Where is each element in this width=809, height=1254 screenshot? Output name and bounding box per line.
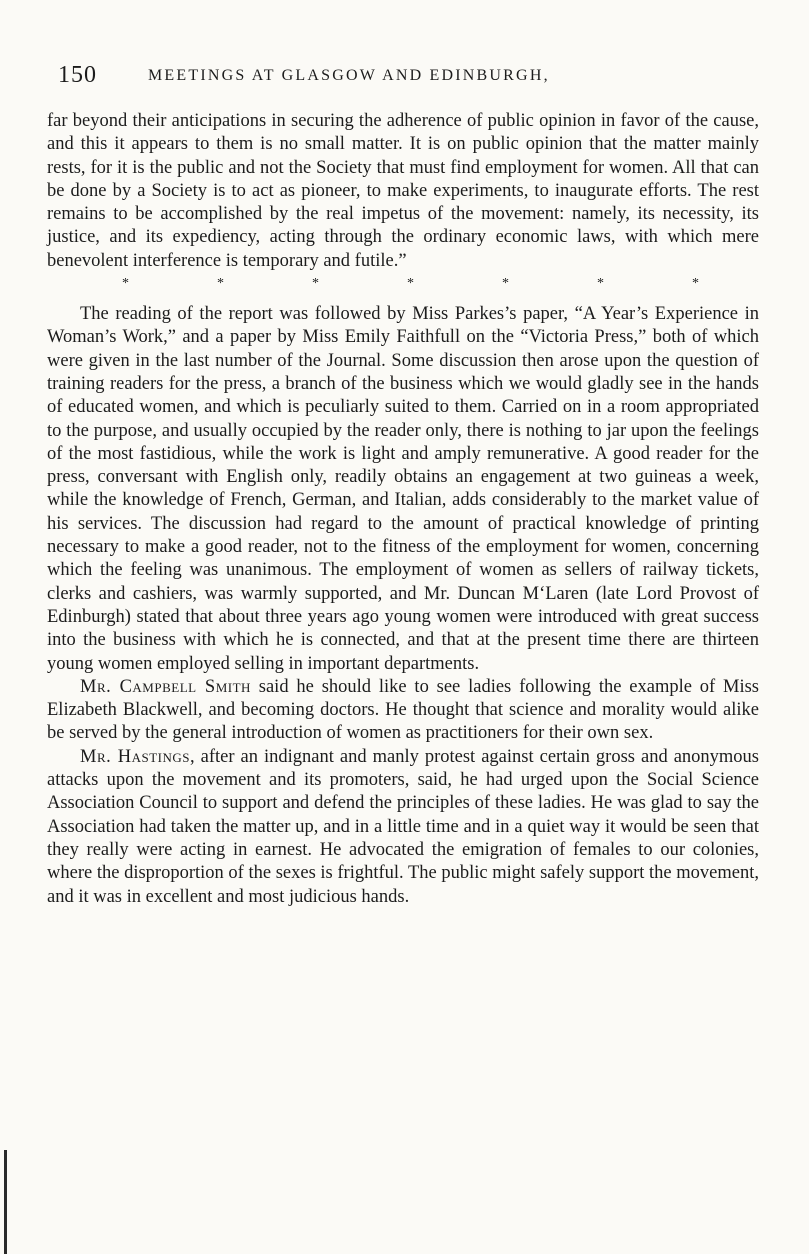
speaker-name: Mr. Campbell Smith [80,676,251,697]
separator-star: * [692,276,699,292]
separator-star: * [502,276,509,292]
paragraph-3 [47,676,759,746]
separator-star: * [122,276,129,292]
paragraph-2: The reading of the report was followed by Miss Parkes’s paper, “A Year’s Experience in Woman’s Work,” and a paper by Miss Emily Faithfull on the “Victoria Press,” both of which were given in the last number of the Journal. Some discussion then arose upon the question of training readers for the press, a branch of the business which we would gladly see in the hands of educated women, and which is peculiarly suited to them. Carried on in a room appropriated to the purpose, and usually occupied by the reader only, there is nothing to jar upon the feelings of the most fastidious, while the work is light and amply remunerative. A good reader for the press, conversant with English only, readily obtains an engagement at two guineas a week, while the knowledge of French, German, and Italian, adds considerably to the market value of his services. The discussion had regard to the amount of practical knowledge of printing necessary to make a good reader, not to the fitness of the employment for women, concerning which the feeling was unanimous. The employment of women as sellers of railway tickets, clerks and cashiers, was warmly supported, and Mr. Duncan M‘Laren (late Lord Provost of Edinburgh) stated that about three years ago young women were introduced with great success into the business with which he is connected, and that at the present time there are thirteen young women employed selling in important departments. [47,304,759,674]
paragraph-4 [47,746,759,909]
running-head: MEETINGS AT GLASGOW AND EDINBURGH, [148,67,550,84]
paragraph-3-text: said he should like to see ladies following the example of Miss Elizabeth Blackwell, and becoming doctors. He thought that science and morality would alike be served by the general introduction of women as practitioners for their own sex. [47,676,760,744]
section-separator [47,275,759,293]
separator-star: * [312,276,319,292]
separator-star: * [597,276,604,292]
binding-edge-mark [4,1150,7,1254]
paragraph-4-text: , after an indignant and manly protest against certain gross and anonymous attacks upon the movement and its promoters, said, he had urged upon the Social Science Association Council to support and defend the principles of these ladies. He was glad to say the Association had taken the matter up, and in a little time and in a quiet way it would be seen that they really were acting in earnest. He advocated the emigration of females to our colonies, where the disproportion of the sexes is frightful. The public might safely support the movement, and it was in excellent and most judicious hands. [47,746,760,907]
separator-star: * [407,276,414,292]
page-header [58,60,778,90]
speaker-name: Mr. Hastings [80,746,191,767]
separator-star: * [217,276,224,292]
paragraph-1: far beyond their anticipations in securing the adherence of public opinion in favor of the cause, and this it appears to them is no small matter. It is on public opinion that the matter mainly rests, for it is the public and not the Society that must find employment for women. All that can be done by a Society is to act as pioneer, to make experiments, to inaugurate efforts. The rest remains to be accomplished by the real impetus of the movement: namely, its necessity, its justice, and its expediency, acting through the ordinary economic laws, with which mere benevolent interference is temporary and futile.” [47,111,759,271]
page-number: 150 [58,62,97,88]
body-text [47,110,759,909]
